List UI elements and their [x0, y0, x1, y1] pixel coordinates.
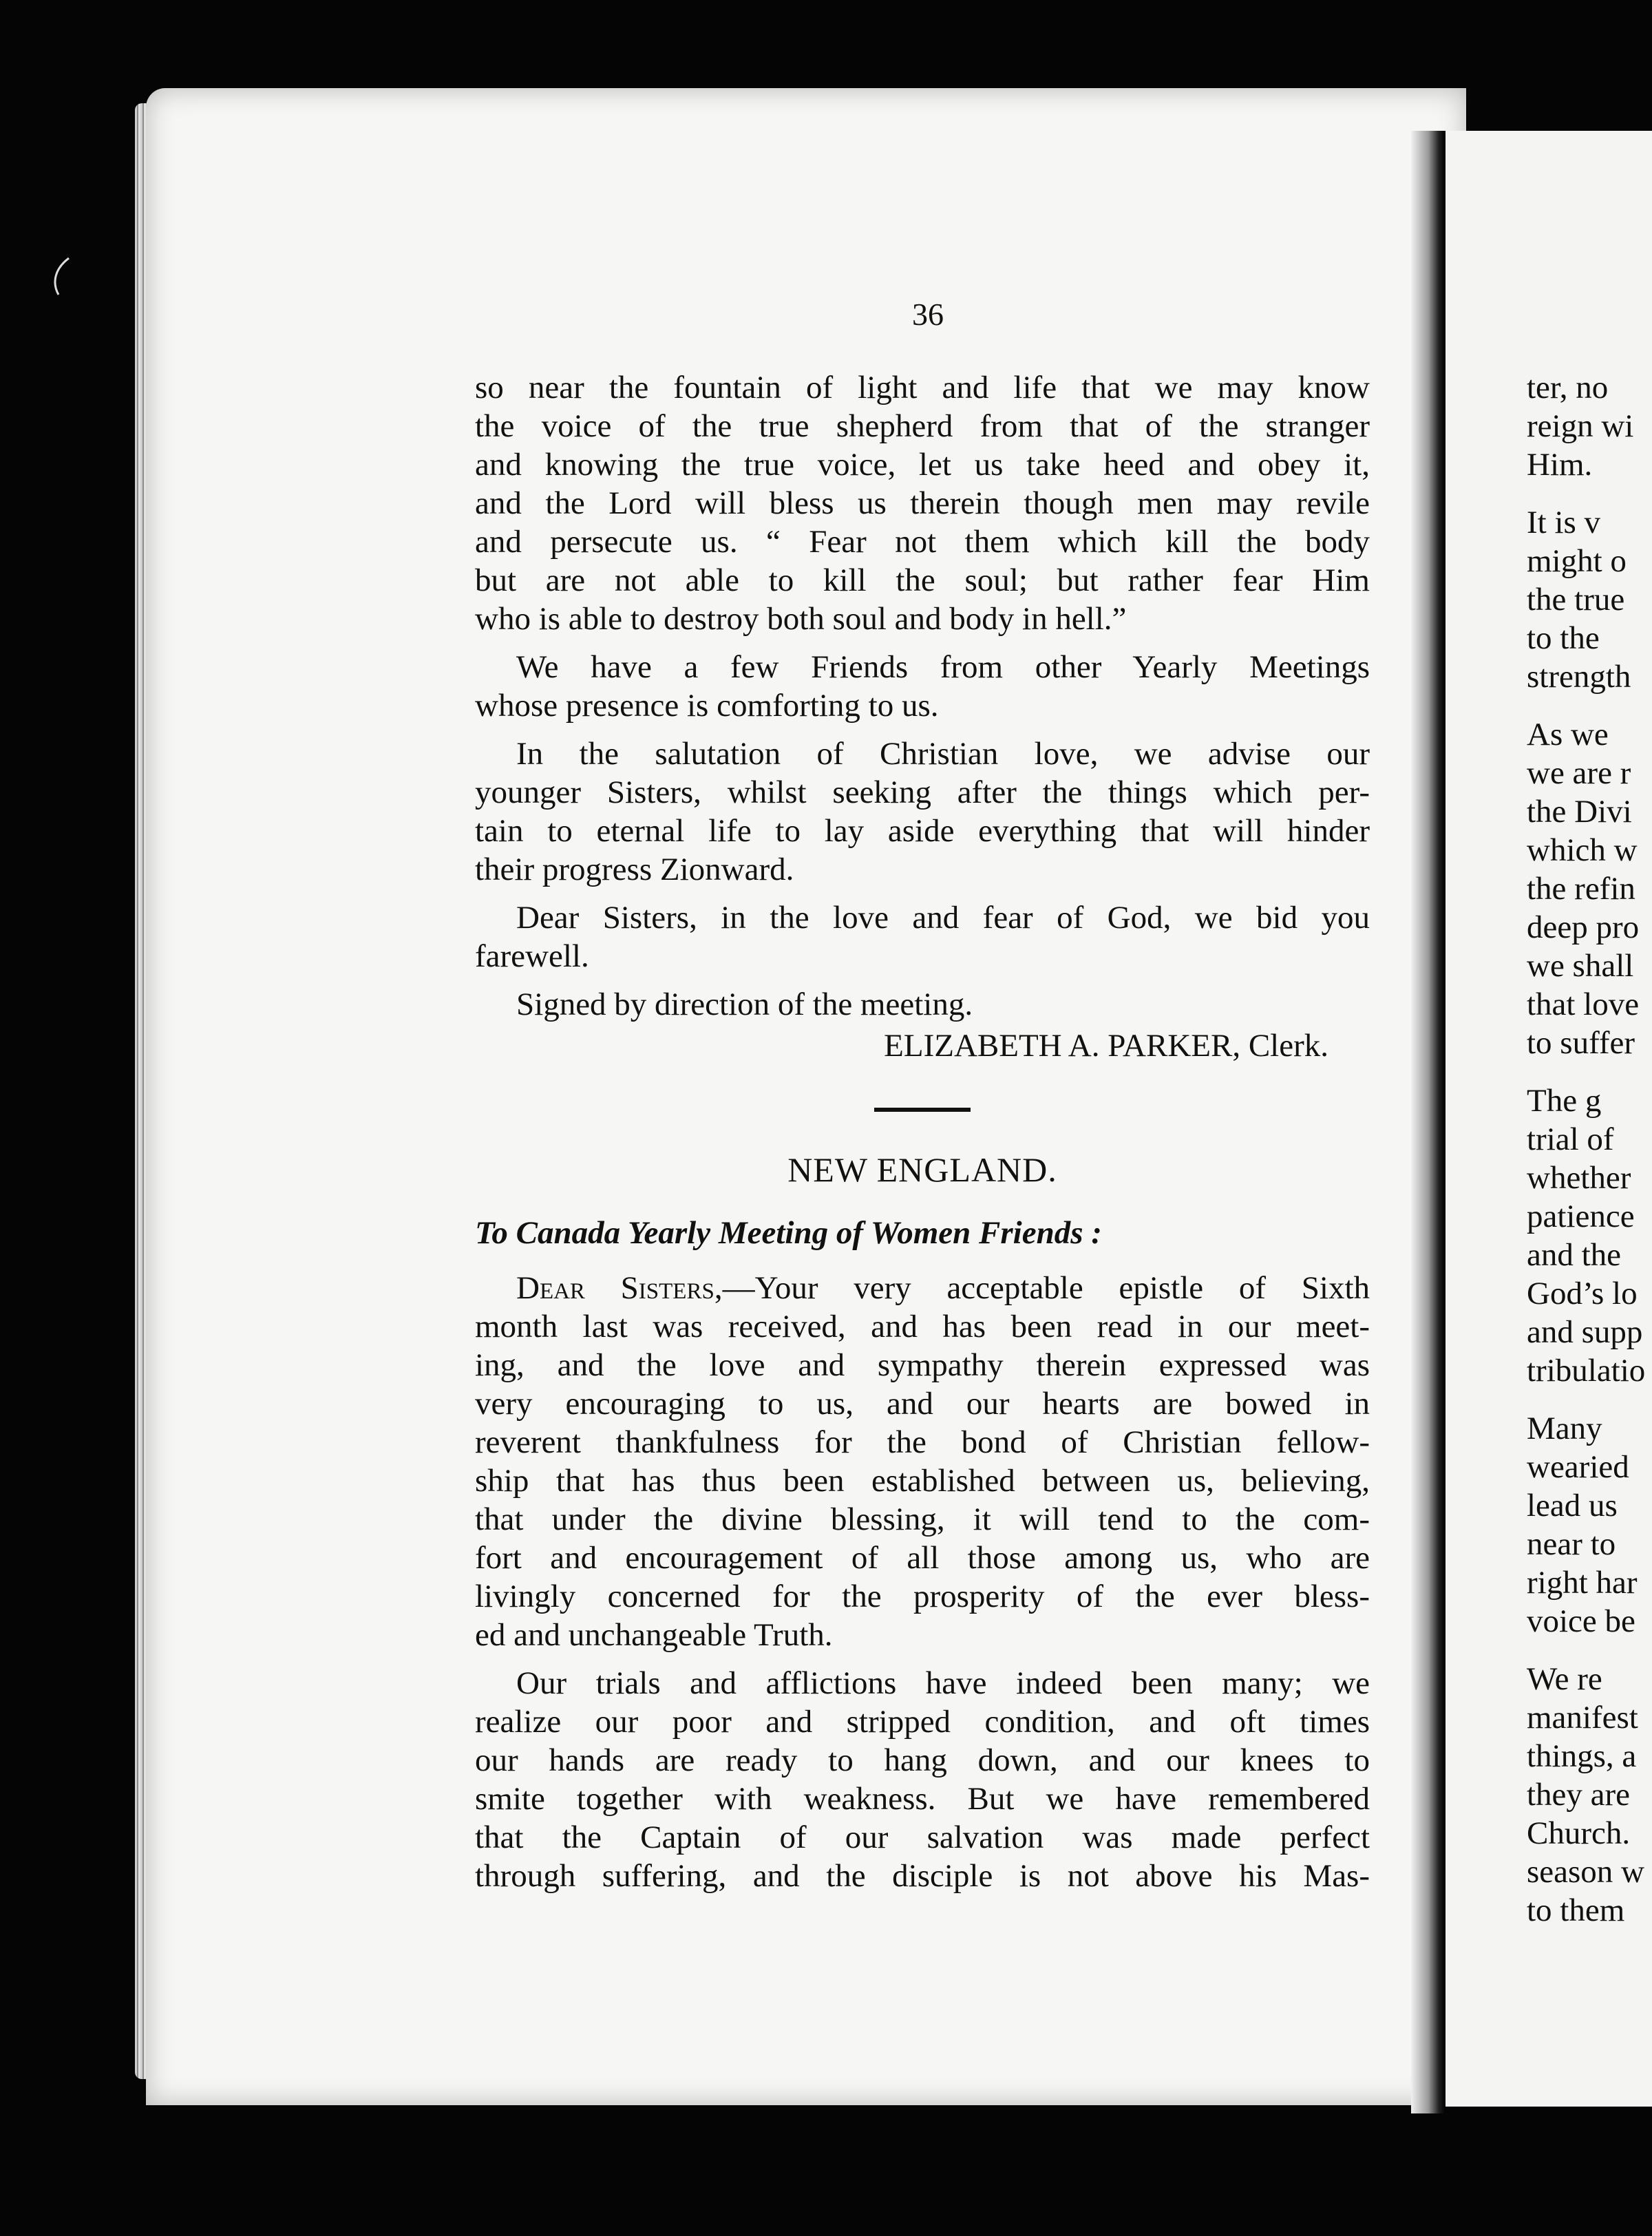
paragraph-epistle — [475, 1269, 1370, 1654]
text-line: livingly concerned for the prosperity of the ever bless- — [475, 1579, 1370, 1614]
text-line: so near the fountain of light and life that we may know — [475, 370, 1370, 405]
text-line: and the — [1527, 1237, 1622, 1273]
paragraph-farewell — [475, 898, 1370, 975]
text-line: Him. — [1527, 447, 1593, 483]
text-line-rest: —Your very acceptable epistle of Sixth — [722, 1270, 1370, 1306]
dear-sisters-opening: Dear Sisters, — [516, 1270, 723, 1306]
text-line: ed and unchangeable Truth. — [475, 1617, 833, 1653]
text-line: who is able to destroy both soul and body in hell.” — [475, 601, 1127, 637]
text-line: lead us — [1527, 1488, 1618, 1523]
text-line: the true — [1527, 582, 1625, 618]
text-line: to them — [1527, 1892, 1625, 1928]
text-line: We have a few Friends from other Yearly Meetings — [516, 649, 1370, 685]
text-line: patience — [1527, 1199, 1635, 1234]
text-line: their progress Zionward. — [475, 852, 794, 887]
text-line: might o — [1527, 543, 1627, 579]
text-line: and knowing the true voice, let us take heed and obey it, — [475, 447, 1370, 483]
text-line: Our trials and afflictions have indeed been many; we — [516, 1665, 1370, 1701]
letter-salutation: To Canada Yearly Meeting of Women Friends : — [475, 1215, 1102, 1251]
text-line: farewell. — [475, 938, 589, 974]
text-line: which w — [1527, 832, 1638, 868]
book-gutter — [1411, 131, 1446, 2113]
text-line: the voice of the true shepherd from that of the stranger — [475, 408, 1370, 444]
text-line: to the — [1527, 620, 1600, 656]
right-block-3 — [1527, 715, 1652, 1062]
text-line: through suffering, and the disciple is not above his Mas- — [475, 1858, 1370, 1894]
scan-speck-mark — [41, 255, 83, 296]
section-divider — [874, 1108, 971, 1112]
text-line: right har — [1527, 1565, 1638, 1601]
signed-line: Signed by direction of the meeting. — [516, 987, 973, 1022]
text-line: realize our poor and stripped condition, and oft times — [475, 1704, 1370, 1740]
text-line: month last was received, and has been read in our meet- — [475, 1309, 1370, 1344]
text-line: tain to eternal life to lay aside everything that will hinder — [475, 813, 1370, 849]
text-line: It is v — [1527, 505, 1601, 540]
right-block-5 — [1527, 1409, 1652, 1641]
right-block-2 — [1527, 503, 1652, 696]
paragraph-fountain — [475, 368, 1370, 638]
section-title: NEW ENGLAND. — [787, 1150, 1057, 1189]
text-line: that under the divine blessing, it will tend to the com- — [475, 1501, 1370, 1537]
text-line: ing, and the love and sympathy therein expressed was — [475, 1347, 1370, 1383]
left-page-text — [475, 368, 1370, 1905]
text-line: and the Lord will bless us therein though men may revile — [475, 485, 1370, 521]
text-line: but are not able to kill the soul; but rather fear Him — [475, 562, 1370, 598]
text-line: the Divi — [1527, 794, 1632, 830]
text-line: The g — [1527, 1083, 1602, 1119]
text-line: deep pro — [1527, 909, 1640, 945]
page-number: 36 — [912, 297, 944, 332]
right-block-1 — [1527, 368, 1652, 484]
text-line: As we — [1527, 717, 1609, 752]
text-line: and supp — [1527, 1314, 1643, 1350]
text-line: whether — [1527, 1160, 1631, 1196]
text-line: very encouraging to us, and our hearts are bowed in — [475, 1386, 1370, 1422]
text-line: fort and encouragement of all those among us, who are — [475, 1540, 1370, 1576]
text-line: voice be — [1527, 1603, 1635, 1639]
text-line: they are — [1527, 1777, 1631, 1813]
clerk-signature: ELIZABETH A. PARKER, Clerk. — [884, 1028, 1328, 1064]
text-line: ter, no — [1527, 370, 1609, 405]
text-line: reign wi — [1527, 408, 1634, 444]
text-line: trial of — [1527, 1121, 1614, 1157]
text-line: whose presence is comforting to us. — [475, 688, 939, 724]
text-line: wearied — [1527, 1449, 1629, 1485]
text-line: We re — [1527, 1661, 1602, 1697]
text-line: we are r — [1527, 755, 1631, 791]
text-line: reverent thankfulness for the bond of Christian fellow- — [475, 1424, 1370, 1460]
text-line — [475, 1269, 1370, 1307]
paragraph-salutation-advice — [475, 735, 1370, 889]
text-line: Dear Sisters, in the love and fear of God, we bid you — [516, 900, 1370, 936]
paragraph-trials — [475, 1664, 1370, 1895]
right-page-text-fragments — [1527, 368, 1652, 1930]
text-line: tribulatio — [1527, 1353, 1646, 1389]
text-line: near to — [1527, 1526, 1616, 1562]
right-block-6 — [1527, 1660, 1652, 1930]
text-line: In the salutation of Christian love, we advise our — [516, 736, 1370, 772]
text-line: Church. — [1527, 1815, 1631, 1851]
text-line: to suffer — [1527, 1025, 1635, 1061]
text-line: our hands are ready to hang down, and our knees to — [475, 1742, 1370, 1778]
text-line: things, a — [1527, 1738, 1637, 1774]
text-line: that love — [1527, 987, 1640, 1022]
text-line: God’s lo — [1527, 1276, 1638, 1311]
paragraph-friends — [475, 648, 1370, 725]
text-line: strength — [1527, 659, 1631, 695]
text-line: manifest — [1527, 1700, 1638, 1736]
text-line: the refin — [1527, 871, 1635, 907]
right-block-4 — [1527, 1082, 1652, 1390]
text-line: Many — [1527, 1411, 1602, 1446]
text-line: ship that has thus been established between us, believing, — [475, 1463, 1370, 1499]
text-line: smite together with weakness. But we have remembered — [475, 1781, 1370, 1817]
text-line: that the Captain of our salvation was made perfect — [475, 1820, 1370, 1855]
text-line: season w — [1527, 1854, 1644, 1890]
text-line: and persecute us. “ Fear not them which kill the body — [475, 524, 1370, 560]
text-line: we shall — [1527, 948, 1634, 984]
text-line: younger Sisters, whilst seeking after the things which per- — [475, 774, 1370, 810]
